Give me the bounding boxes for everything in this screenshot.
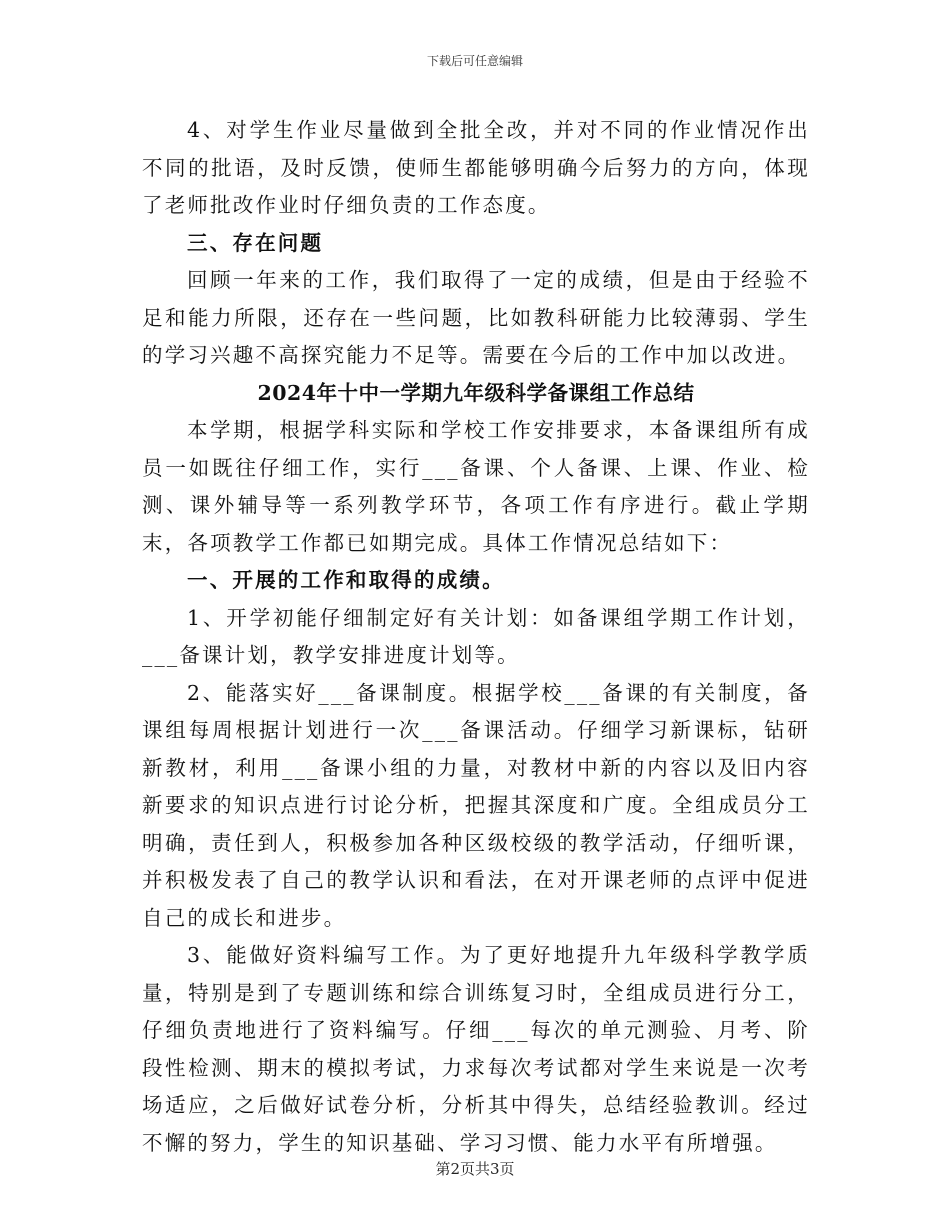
section-heading-achievements: 一、开展的工作和取得的成绩。 <box>187 568 505 592</box>
header-note: 下载后可任意编辑 <box>426 54 523 68</box>
document-body <box>142 112 810 1162</box>
paragraph-plans: 1、开学初能仔细制定好有关计划：如备课组学期工作计划，___备课计划，教学安排进度计划等。 <box>142 605 810 667</box>
paragraph-review: 回顾一年来的工作，我们取得了一定的成绩，但是由于经验不足和能力所限，还存在一些问题，比如教科研能力比较薄弱、学生的学习兴趣不高探究能力不足等。需要在今后的工作中加以改进。 <box>142 268 810 367</box>
section-heading-problems: 三、存在问题 <box>187 230 324 255</box>
page-number: 第2页共3页 <box>435 1160 515 1178</box>
paragraph-grading: 4、对学生作业尽量做到全批全改，并对不同的作业情况作出不同的批语，及时反馈，使师生都能够明确今后努力的方向，体现了老师批改作业时仔细负责的工作态度。 <box>142 118 810 217</box>
document-title: 2024年十中一学期九年级科学备课组工作总结 <box>257 380 695 405</box>
paragraph-intro: 本学期，根据学科实际和学校工作安排要求，本备课组所有成员一如既往仔细工作，实行___备课、个人备课、上课、作业、检测、课外辅导等一系列教学环节，各项工作有序进行。截止学期末，各项教学工作都已如期完成。具体工作情况总结如下： <box>142 418 810 555</box>
paragraph-lesson-prep: 2、能落实好___备课制度。根据学校___备课的有关制度，备课组每周根据计划进行一次___备课活动。仔细学习新课标，钻研新教材，利用___备课小组的力量，对教材中新的内容以及旧内容新要求的知识点进行讨论分析，把握其深度和广度。全组成员分工明确，责任到人，积极参加各种区级校级的教学活动，仔细听课，并积极发表了自己的教学认识和看法，在对开课老师的点评中促进自己的成长和进步。 <box>142 680 810 930</box>
paragraph-materials: 3、能做好资料编写工作。为了更好地提升九年级科学教学质量，特别是到了专题训练和综合训练复习时，全组成员进行分工，仔细负责地进行了资料编写。仔细___每次的单元测验、月考、阶段性检测、期末的模拟考试，力求每次考试都对学生来说是一次考场适应，之后做好试卷分析，分析其中得失，总结经验教训。经过不懈的努力，学生的知识基础、学习习惯、能力水平有所增强。 <box>142 943 810 1155</box>
